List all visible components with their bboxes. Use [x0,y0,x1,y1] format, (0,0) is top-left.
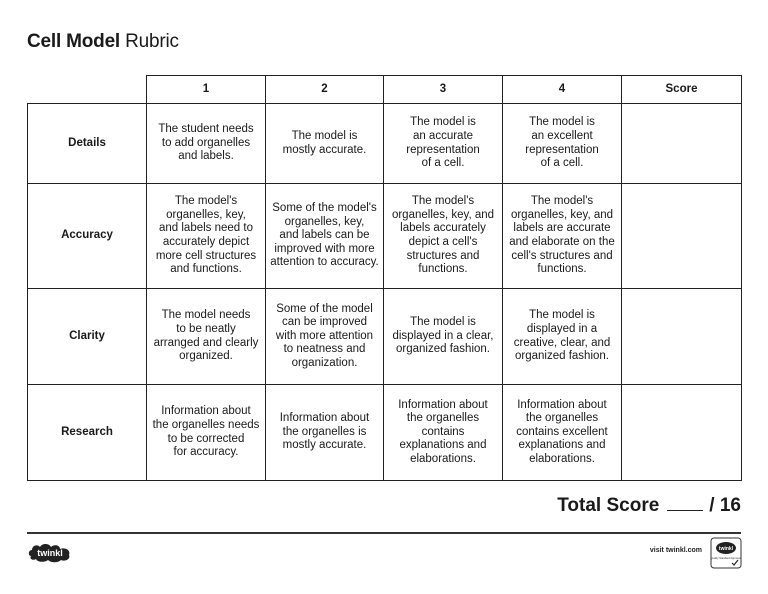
header-row [28,76,742,104]
criteria-cell: The student needs to add organelles and labels. [147,104,266,184]
title-rest: Rubric [125,31,179,52]
row-header: Clarity [28,289,147,385]
criteria-cell: The model is displayed in a creative, clear, and organized fashion. [503,289,622,385]
criteria-cell: The model needs to be neatly arranged and clearly organized. [147,289,266,385]
title-bold: Cell Model [27,31,121,52]
table-row [28,289,742,385]
corner-cell [28,76,147,104]
column-header: 4 [503,76,622,104]
badge-subtext: Quality Standard Approved [710,557,742,560]
criteria-cell: The model is displayed in a clear, organized fashion. [384,289,503,385]
twinkl-logo-icon [27,541,73,563]
score-cell[interactable] [622,104,742,184]
criteria-cell: Information about the organelles needs to be corrected for accuracy. [147,385,266,481]
visit-link[interactable]: visit twinkl.com [649,547,702,554]
score-cell[interactable] [622,385,742,481]
total-score [557,495,741,517]
row-header: Accuracy [28,184,147,289]
criteria-cell: Some of the model can be improved with more attention to neatness and organization. [266,289,384,385]
column-header: 1 [147,76,266,104]
score-cell[interactable] [622,184,742,289]
score-cell[interactable] [622,289,742,385]
criteria-cell: The model is mostly accurate. [266,104,384,184]
total-score-blank[interactable] [667,496,703,511]
column-header: Score [622,76,742,104]
criteria-cell: The model is an excellent representation of a cell. [503,104,622,184]
logo-text: twinkl [37,548,63,558]
table-row [28,385,742,481]
quality-badge-icon [710,537,742,569]
table-row [28,184,742,289]
criteria-cell: The model's organelles, key, and labels accurately depict a cell's structures and functions. [384,184,503,289]
criteria-cell: Information about the organelles contains explanations and elaborations. [384,385,503,481]
page-title [27,31,179,53]
footer-divider [27,532,741,534]
criteria-cell: Information about the organelles contains excellent explanations and elaborations. [503,385,622,481]
criteria-cell: Information about the organelles is mostly accurate. [266,385,384,481]
criteria-cell: The model's organelles, key, and labels need to accurately depict more cell structures and functions. [147,184,266,289]
total-score-suffix: / 16 [709,495,741,516]
row-header: Details [28,104,147,184]
row-header: Research [28,385,147,481]
column-header: 2 [266,76,384,104]
criteria-cell: The model's organelles, key, and labels are accurate and elaborate on the cell's structures and functions. [503,184,622,289]
criteria-cell: Some of the model's organelles, key, and labels can be improved with more attention to accuracy. [266,184,384,289]
total-score-label: Total Score [557,495,660,516]
table-row [28,104,742,184]
column-header: 3 [384,76,503,104]
criteria-cell: The model is an accurate representation of a cell. [384,104,503,184]
badge-text: twinkl [718,546,734,552]
rubric-table [27,75,742,481]
